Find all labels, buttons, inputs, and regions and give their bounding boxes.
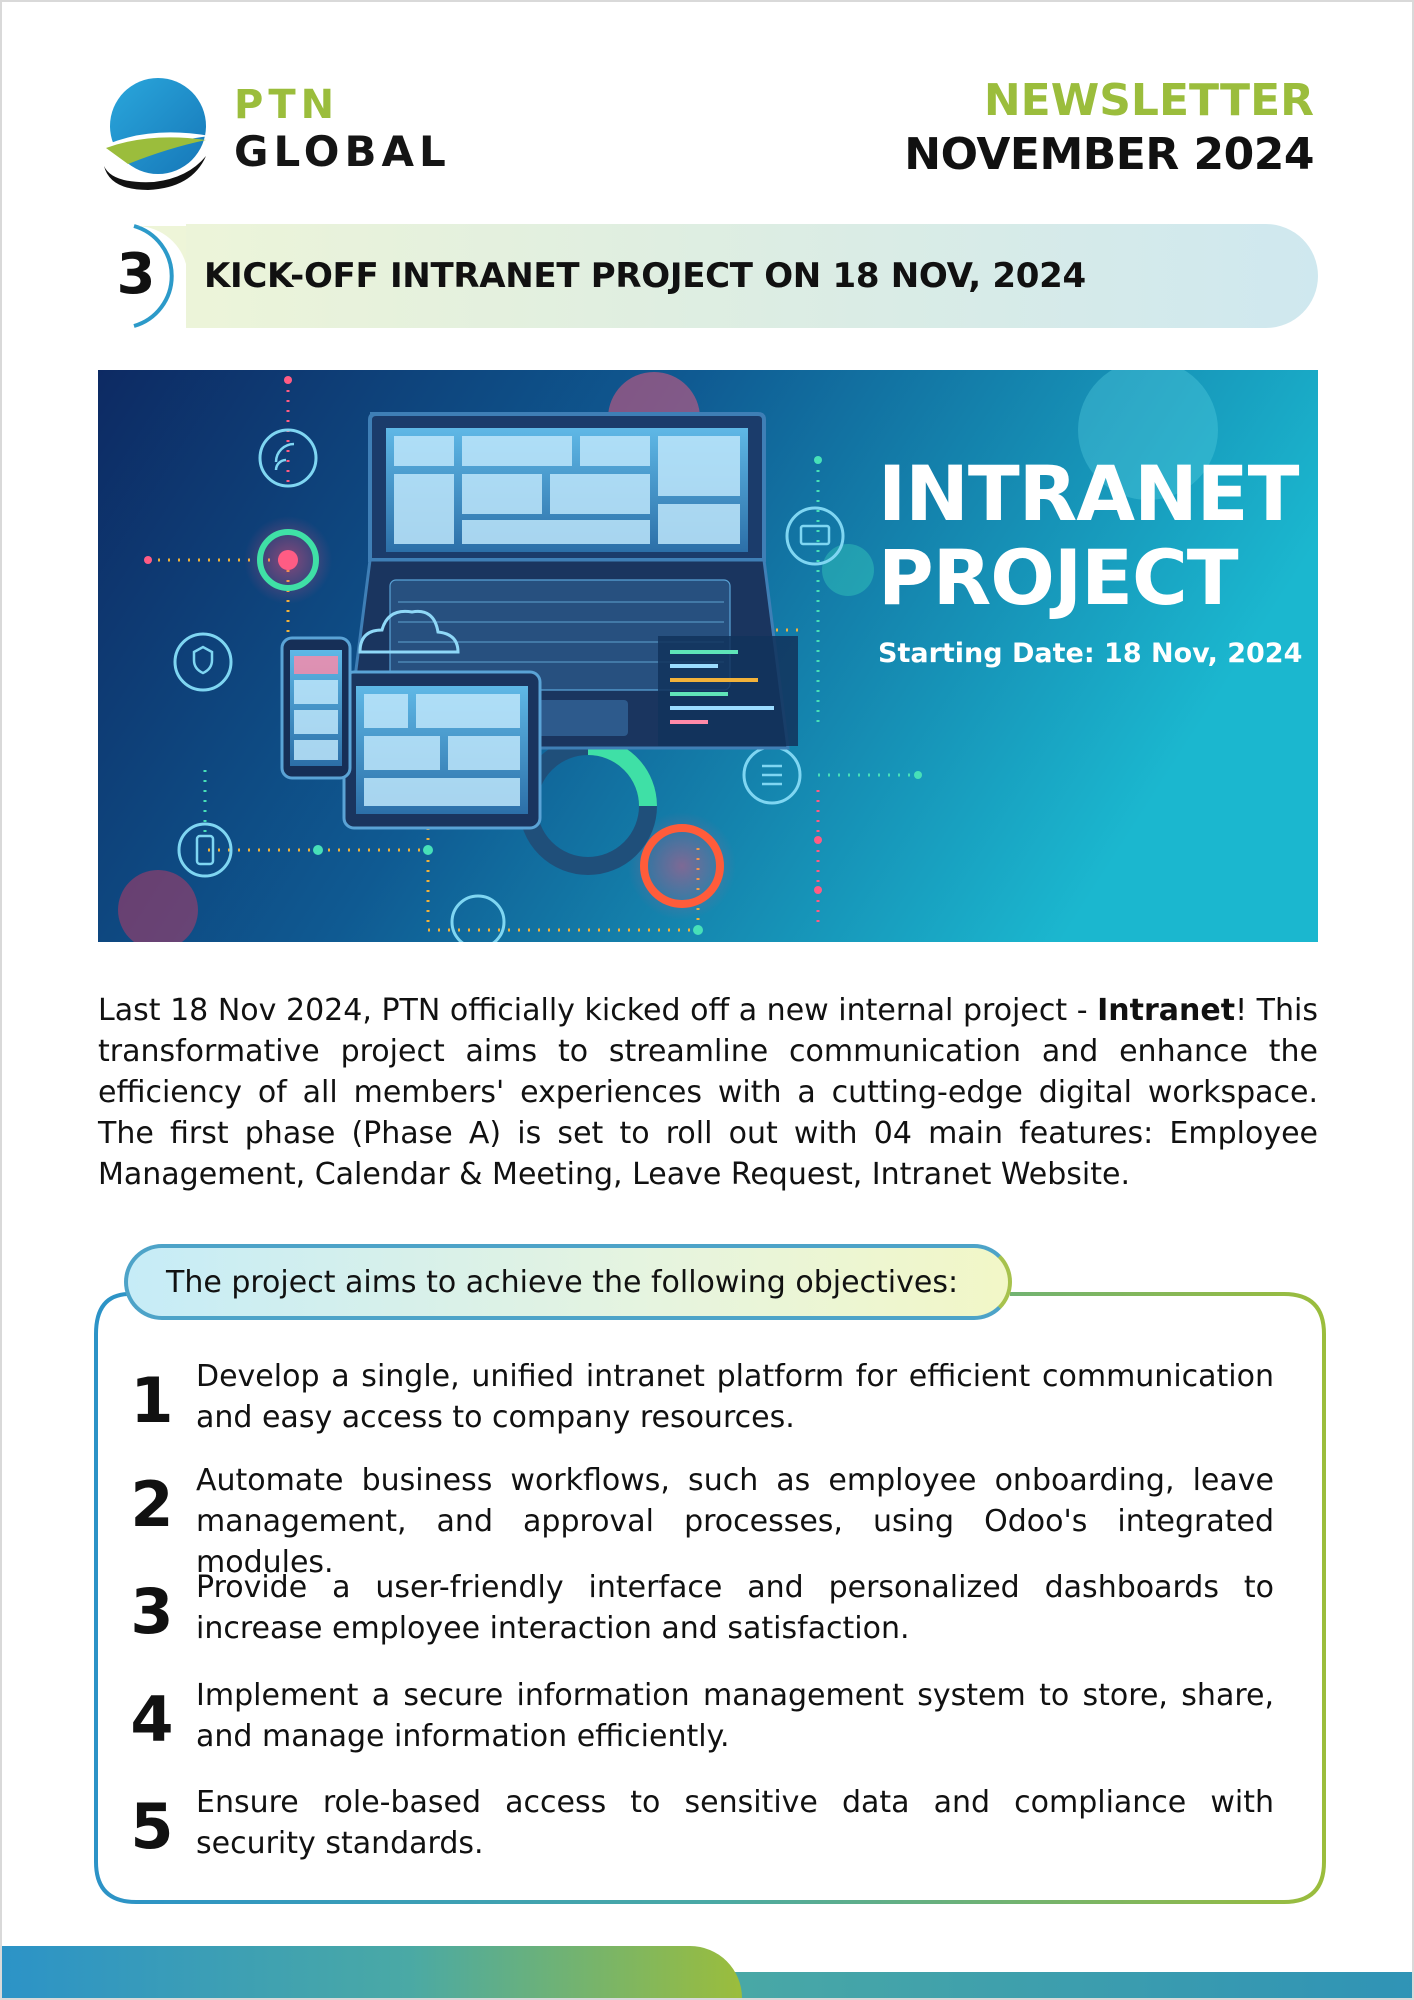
hero-title-line-2: PROJECT xyxy=(878,533,1238,622)
newsletter-heading xyxy=(904,74,1314,182)
hero-title xyxy=(878,449,1299,622)
objective-number: 1 xyxy=(130,1364,174,1437)
brand-line-2: GLOBAL xyxy=(234,127,451,176)
footer-band xyxy=(2,1946,742,1998)
ptn-global-logo xyxy=(102,74,212,192)
objective-text: Implement a secure information management system to store, share, and manage information efficiently. xyxy=(196,1678,1274,1754)
brand-name xyxy=(234,82,451,176)
objective-text: Automate business workflows, such as employee onboarding, leave management, and approval processes, using Odoo's integrated modules. xyxy=(196,1463,1274,1580)
hero-title-line-1: INTRANET xyxy=(878,449,1299,538)
newsletter-label: NEWSLETTER xyxy=(983,75,1314,126)
intro-paragraph xyxy=(98,990,1318,1195)
footer-band-thin xyxy=(702,1972,1414,1998)
objective-number: 3 xyxy=(130,1575,174,1648)
objective-text: Develop a single, unified intranet platform for efficient communication and easy access to company resources. xyxy=(196,1359,1274,1435)
section-title: KICK-OFF INTRANET PROJECT ON 18 NOV, 2024 xyxy=(204,256,1086,296)
objective-text: Provide a user-friendly interface and personalized dashboards to increase employee interaction and satisfaction. xyxy=(196,1570,1274,1646)
brand-line-1: PTN xyxy=(234,82,340,128)
objective-number: 5 xyxy=(130,1790,174,1863)
objective-number: 2 xyxy=(130,1468,174,1541)
objective-number: 4 xyxy=(130,1683,174,1756)
section-number: 3 xyxy=(116,242,156,307)
intro-text-after: ! This transformative project aims to streamline communication and enhance the efficiency of all members' experiences with a cutting-edge digital workspace. The first phase (Phase A) is set to roll out with 04 main features: Employee Management, Calendar & Meeting, Leave Request, Intranet Website. xyxy=(98,993,1318,1192)
objectives-heading: The project aims to achieve the following objectives: xyxy=(166,1265,959,1300)
issue-date: NOVEMBER 2024 xyxy=(904,129,1314,180)
intro-text-bold: Intranet xyxy=(1097,993,1236,1028)
hero-banner xyxy=(98,370,1318,942)
objective-text: Ensure role-based access to sensitive data and compliance with security standards. xyxy=(196,1785,1274,1861)
objectives-heading-pill xyxy=(124,1244,1012,1320)
intro-text-before: Last 18 Nov 2024, PTN officially kicked off a new internal project - xyxy=(98,993,1098,1028)
hero-start-date: Starting Date: 18 Nov, 2024 xyxy=(878,638,1303,669)
